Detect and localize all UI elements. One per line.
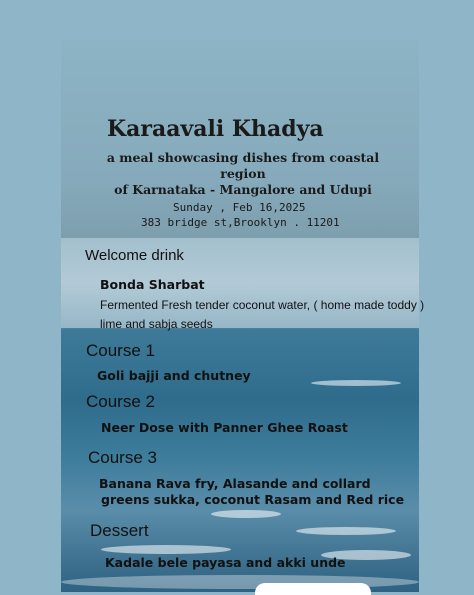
course3-dish-line: greens sukka, coconut Rasam and Red rice: [101, 492, 405, 507]
wave-foam: [211, 510, 281, 518]
event-subtitle: [88, 150, 398, 198]
welcome-desc-line: Fermented Fresh tender coconut water, ( home made toddy ): [100, 298, 425, 312]
dessert-heading: Dessert: [90, 521, 149, 540]
course1-heading: Course 1: [86, 341, 155, 360]
wave-foam: [296, 527, 396, 535]
wave-foam: [311, 380, 401, 386]
subtitle-line: of Karnataka - Mangalore and Udupi: [114, 182, 372, 197]
welcome-desc-line: lime and sabja seeds: [100, 317, 213, 331]
home-indicator[interactable]: [255, 583, 371, 595]
event-date: Sunday , Feb 16,2025: [173, 201, 306, 214]
subtitle-line: a meal showcasing dishes from coastal region: [106, 150, 380, 181]
event-address: 383 bridge st,Brooklyn . 11201: [141, 216, 340, 229]
course3-heading: Course 3: [88, 448, 157, 467]
welcome-heading: Welcome drink: [85, 247, 184, 264]
course2-heading: Course 2: [86, 392, 155, 411]
course3-dish-line: Banana Rava fry, Alasande and collard: [99, 476, 371, 491]
dessert-dish: Kadale bele payasa and akki unde: [105, 555, 346, 570]
welcome-dish: Bonda Sharbat: [100, 277, 205, 292]
course2-dish: Neer Dose with Panner Ghee Roast: [101, 420, 348, 435]
event-title: Karaavali Khadya: [107, 116, 324, 142]
course1-dish: Goli bajji and chutney: [97, 368, 251, 383]
wave-foam: [101, 545, 231, 554]
